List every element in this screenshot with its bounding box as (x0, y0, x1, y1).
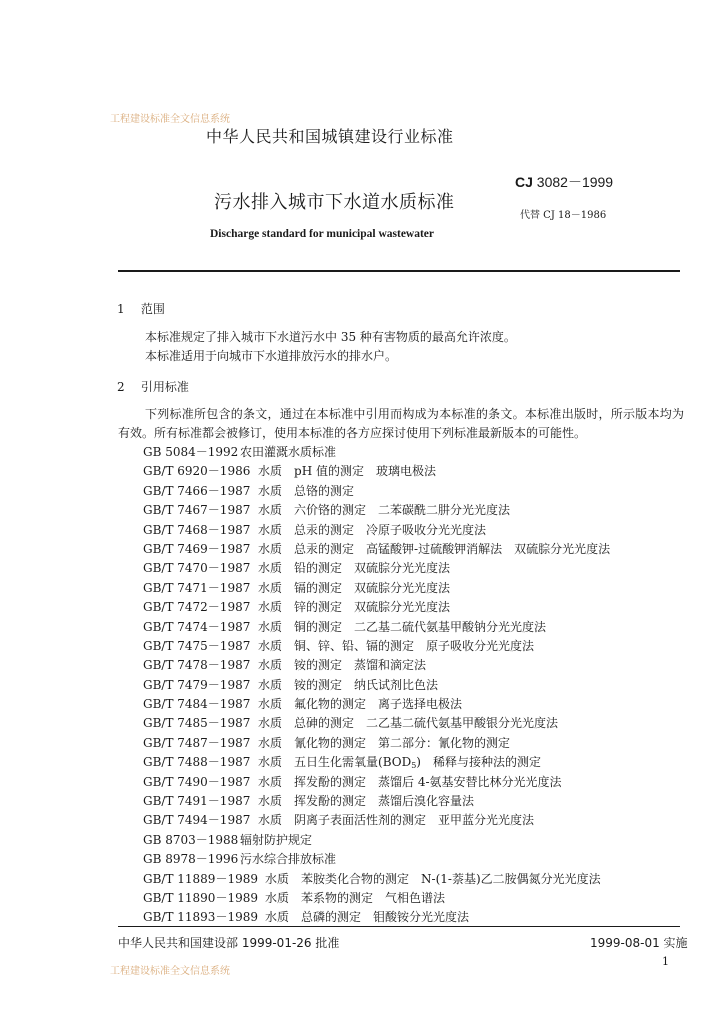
reference-code: GB/T 7474－1987 (143, 619, 251, 634)
reference-code: GB/T 7472－1987 (143, 600, 251, 615)
reference-category: 水质 (258, 716, 283, 731)
reference-code: GB/T 7484－1987 (143, 697, 251, 712)
reference-method: 稀释与接种法的测定 (432, 755, 541, 770)
reference-subject: 锌的测定 (294, 600, 343, 615)
reference-method: 气相色谱法 (385, 890, 446, 905)
reference-subject: 铅的测定 (294, 561, 343, 576)
reference-category: 水质 (258, 774, 283, 789)
reference-subject: 镉的测定 (294, 580, 343, 595)
reference-code: GB/T 7469－1987 (143, 541, 251, 556)
standard-code-prefix: CJ (515, 174, 533, 190)
reference-code: GB/T 11889－1989 (143, 871, 258, 886)
watermark-bottom: 工程建设标准全文信息系统 (110, 966, 230, 977)
reference-method: 纳氏试剂比色法 (354, 677, 439, 692)
reference-category: 水质 (258, 503, 283, 518)
reference-category: 水质 (258, 697, 283, 712)
reference-code: GB/T 7491－1987 (143, 794, 251, 809)
reference-list (143, 443, 610, 928)
reference-subject: 总汞的测定 (294, 541, 355, 556)
reference-item (143, 753, 610, 772)
reference-method: 玻璃电极法 (375, 464, 436, 479)
reference-category: 水质 (258, 464, 283, 479)
reference-item (143, 462, 610, 481)
reference-method: 双硫腙分光光度法 (354, 561, 451, 576)
footer-divider (118, 926, 680, 927)
reference-item (143, 792, 610, 811)
reference-method: 二苯碳酰二肼分光光度法 (378, 503, 511, 518)
reference-method: 亚甲蓝分光光度法 (438, 813, 535, 828)
section-2-number: 2 (117, 380, 125, 394)
reference-subject: 总铬的测定 (294, 483, 355, 498)
reference-category: 水质 (265, 890, 290, 905)
reference-subject: 铵的测定 (294, 658, 343, 673)
reference-subject: 氰化物的测定 (294, 735, 367, 750)
reference-category: 水质 (258, 600, 283, 615)
issuer-title: 中华人民共和国城镇建设行业标准 (206, 127, 454, 146)
section-1-title: 范围 (140, 302, 165, 316)
reference-code: GB/T 7488－1987 (143, 755, 251, 770)
reference-item (143, 850, 610, 869)
reference-code: GB 5084－1992 (143, 445, 239, 459)
reference-method: 二乙基二硫代氨基甲酸钠分光光度法 (354, 619, 547, 634)
reference-code: GB/T 7479－1987 (143, 677, 251, 692)
reference-category: 水质 (258, 658, 283, 673)
reference-item (143, 656, 610, 675)
reference-subject: 阴离子表面活性剂的测定 (294, 813, 427, 828)
standard-title-en: Discharge standard for municipal wastewater (210, 228, 435, 240)
reference-category: 水质 (258, 638, 283, 653)
header-divider (118, 270, 680, 272)
replaces-note: 代替 CJ 18－1986 (520, 210, 607, 221)
reference-item (143, 579, 610, 598)
section-1-number: 1 (117, 302, 125, 316)
reference-category: 水质 (258, 677, 283, 692)
reference-item (143, 598, 610, 617)
reference-code: GB/T 11890－1989 (143, 890, 258, 905)
standard-code (515, 172, 613, 192)
reference-category: 水质 (258, 755, 283, 770)
standard-code-number: 3082－1999 (536, 174, 614, 190)
reference-code: GB 8703－1988 (143, 832, 239, 847)
reference-subject: 总汞的测定 (294, 522, 355, 537)
reference-item (143, 773, 610, 792)
reference-subject: 挥发酚的测定 (294, 794, 367, 809)
reference-category: 水质 (258, 794, 283, 809)
reference-item (143, 811, 610, 830)
reference-subject: 总砷的测定 (294, 716, 355, 731)
reference-item (143, 618, 610, 637)
section-2-heading (117, 378, 189, 395)
reference-method: 第二部分：氰化物的测定 (378, 735, 511, 750)
reference-subject: 铜的测定 (294, 619, 343, 634)
reference-subject: 六价铬的测定 (294, 503, 367, 518)
reference-title: 污水综合排放标准 (240, 852, 337, 867)
reference-code: GB/T 7475－1987 (143, 638, 251, 653)
reference-category: 水质 (258, 522, 283, 537)
reference-code: GB/T 7466－1987 (143, 483, 251, 498)
reference-item (143, 540, 610, 559)
reference-item (143, 870, 610, 889)
reference-subject: 氟化物的测定 (294, 697, 367, 712)
reference-method: 双硫腙分光光度法 (514, 541, 611, 556)
approval-note: 中华人民共和国建设部 1999-01-26 批准 (118, 936, 340, 950)
reference-method: N-(1-萘基)乙二胺偶氮分光光度法 (421, 871, 601, 886)
reference-subject: 苯系物的测定 (301, 890, 374, 905)
reference-subject: 五日生化需氧量$(BOD_5)$ (294, 755, 421, 771)
reference-item (143, 559, 610, 578)
reference-item (143, 831, 610, 850)
reference-item (143, 521, 610, 540)
reference-item (143, 637, 610, 656)
reference-method: 原子吸收分光光度法 (426, 638, 535, 653)
reference-method: 钼酸铵分光光度法 (373, 910, 470, 925)
reference-item (143, 443, 610, 462)
reference-code: GB/T 7494－1987 (143, 813, 251, 828)
reference-subject: pH 值的测定 (294, 464, 364, 479)
reference-category: 水质 (265, 871, 290, 886)
reference-code: GB/T 6920－1986 (143, 464, 251, 479)
reference-category: 水质 (258, 483, 283, 498)
reference-method: 蒸馏和滴定法 (354, 658, 427, 673)
reference-subject: 铵的测定 (294, 677, 343, 692)
reference-method: 双硫腙分光光度法 (354, 600, 451, 615)
reference-method: 二乙基二硫代氨基甲酸银分光光度法 (366, 716, 559, 731)
reference-code: GB/T 7467－1987 (143, 503, 251, 518)
reference-code: GB/T 7470－1987 (143, 561, 251, 576)
reference-title: 农田灌溉水质标准 (240, 445, 337, 459)
reference-code: GB/T 7471－1987 (143, 580, 251, 595)
reference-title: 辐射防护规定 (240, 832, 313, 847)
reference-item (143, 908, 610, 927)
reference-category: 水质 (258, 580, 283, 595)
reference-category: 水质 (258, 735, 283, 750)
section-1-paragraph: 本标准适用于向城市下水道排放污水的排水户。 (145, 349, 398, 363)
reference-code: GB/T 7485－1987 (143, 716, 251, 731)
standard-title-cn: 污水排入城市下水道水质标准 (214, 192, 455, 213)
reference-item (143, 676, 610, 695)
reference-method: 蒸馏后溴化容量法 (378, 794, 475, 809)
reference-method: 离子选择电极法 (378, 697, 463, 712)
reference-category: 水质 (258, 561, 283, 576)
section-1-paragraph: 本标准规定了排入城市下水道污水中 35 种有害物质的最高允许浓度。 (145, 330, 516, 344)
reference-category: 水质 (258, 541, 283, 556)
section-1-heading (117, 300, 165, 317)
reference-category: 水质 (265, 910, 290, 925)
reference-item (143, 714, 610, 733)
page-number: 1 (662, 955, 669, 968)
reference-code: GB 8978－1996 (143, 852, 239, 867)
reference-category: 水质 (258, 813, 283, 828)
section-2-intro: 下列标准所包含的条文，通过在本标准中引用而构成为本标准的条文。本标准出版时，所示版本均为有效。所有标准都会被修订，使用本标准的各方应探讨使用下列标准最新版本的可能性。 (118, 407, 684, 440)
reference-code: GB/T 11893－1989 (143, 910, 258, 925)
reference-item (143, 501, 610, 520)
watermark-top: 工程建设标准全文信息系统 (110, 114, 230, 125)
reference-code: GB/T 7468－1987 (143, 522, 251, 537)
reference-category: 水质 (258, 619, 283, 634)
reference-item (143, 695, 610, 714)
reference-item (143, 482, 610, 501)
section-2-title: 引用标准 (140, 380, 189, 394)
reference-code: GB/T 7478－1987 (143, 658, 251, 673)
reference-subject: 苯胺类化合物的测定 (301, 871, 410, 886)
reference-item (143, 889, 610, 908)
reference-method: 冷原子吸收分光光度法 (366, 522, 487, 537)
reference-method: 高锰酸钾-过硫酸钾消解法 (366, 541, 503, 556)
reference-subject: 挥发酚的测定 (294, 774, 367, 789)
reference-code: GB/T 7487－1987 (143, 735, 251, 750)
reference-code: GB/T 7490－1987 (143, 774, 251, 789)
reference-subject: 总磷的测定 (301, 910, 362, 925)
reference-method: 蒸馏后 4-氨基安替比林分光光度法 (378, 774, 562, 789)
reference-subject: 铜、锌、铅、镉的测定 (294, 638, 415, 653)
reference-item (143, 734, 610, 753)
reference-method: 双硫腙分光光度法 (354, 580, 451, 595)
implementation-date: 1999-08-01 实施 (590, 936, 688, 950)
